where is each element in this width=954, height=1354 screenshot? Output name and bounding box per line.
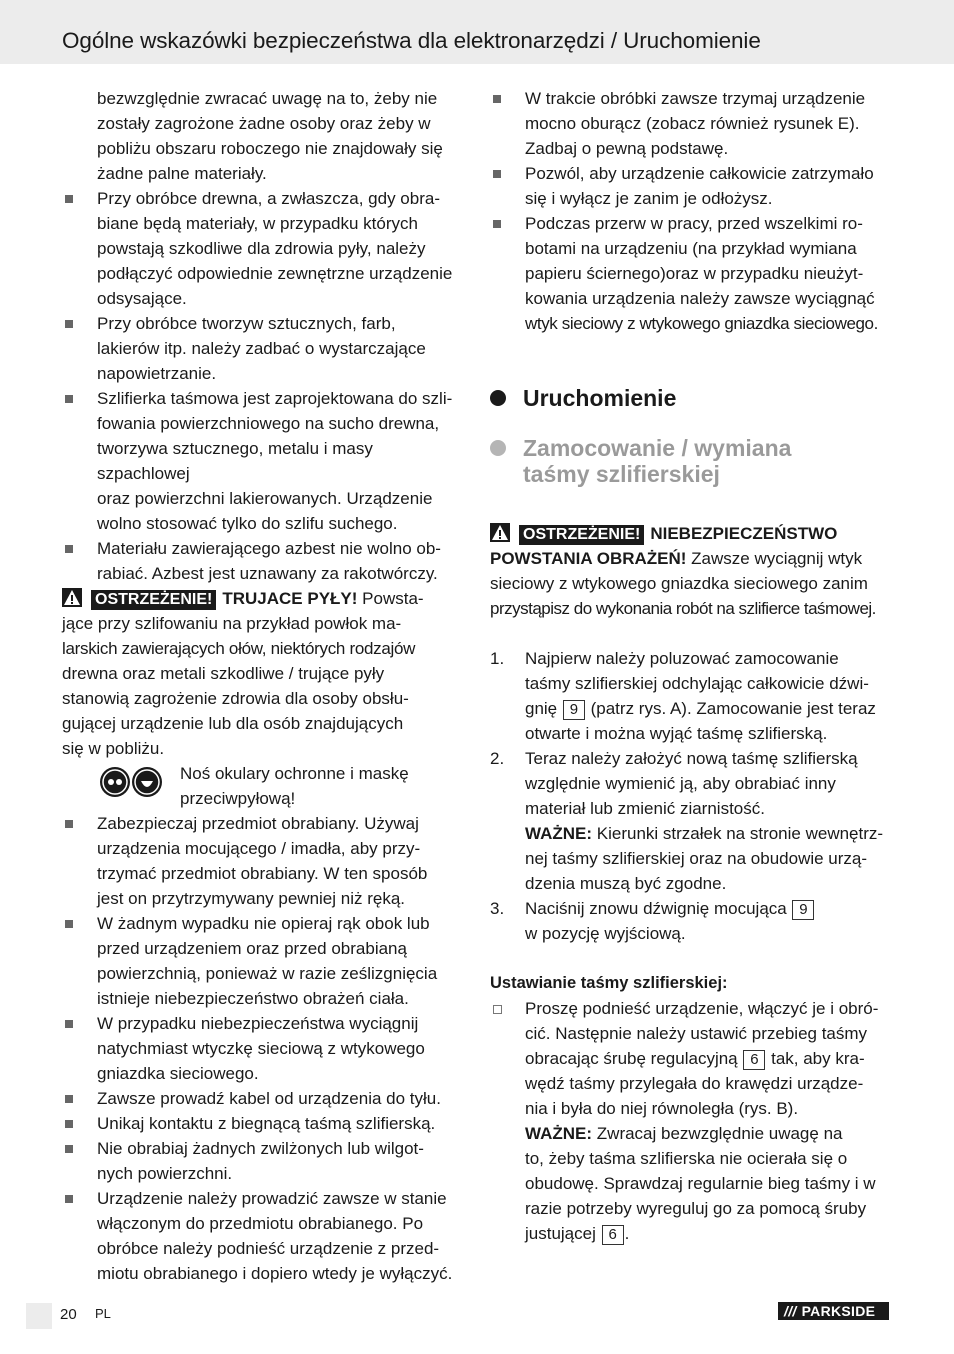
warning-triangle-icon (490, 523, 510, 542)
important-label: WAŻNE: (525, 824, 593, 843)
text-line: sieciowy z wtykowego gniazdka sieciowego zanim (490, 574, 868, 593)
text-line: jące przy szlifowaniu na przykład powłok ma- (62, 614, 402, 633)
brand-name: PARKSIDE (801, 1303, 876, 1319)
text-line: kowania urządzenia należy zawsze wyciągnąć (525, 289, 875, 308)
text-line: trzymać przedmiot obrabiany. W ten sposób (97, 864, 428, 883)
ppe-notice (62, 761, 464, 811)
text-line: nia i była do niej równoległa (rys. B). (525, 1099, 799, 1118)
dust-warning (62, 586, 464, 761)
text-line: (patrz rys. A). Zamocowanie jest teraz (590, 699, 876, 718)
text-line: Unikaj kontaktu z biegnącą taśmą szlifierską. (97, 1114, 436, 1133)
list-item (490, 896, 890, 946)
text-line: taśmy szlifierskiej odchylając całkowicie dźwi- (525, 674, 869, 693)
part-reference: 6 (602, 1225, 624, 1245)
text-line: wolno stosować tylko do szlifu suchego. (97, 514, 398, 533)
steps-list (490, 646, 890, 946)
warning-heading: TRUJACE PYŁY! (222, 589, 358, 608)
step-number: 3. (490, 899, 505, 918)
page-header (0, 0, 954, 64)
language-code: PL (95, 1306, 111, 1321)
bullet-square-icon (65, 1020, 73, 1028)
text-line: zostały zagrożone żadne osoby oraz żeby w (97, 114, 431, 133)
text-line: gniazdka sieciowego. (97, 1064, 259, 1083)
text-line: Proszę podnieść urządzenie, włączyć je i obró- (525, 999, 879, 1018)
injury-warning (490, 521, 890, 621)
important-label: WAŻNE: (525, 1124, 593, 1143)
section-heading-startup (490, 385, 890, 411)
text-line: natychmiast wtyczkę sieciową z wtykowego (97, 1039, 425, 1058)
text-line: Nie obrabiaj żadnych zwilżonych lub wilgot- (97, 1139, 424, 1158)
text-line: Zawsze wyciągnij wtyk (691, 549, 863, 568)
text-line: powierzchnią, ponieważ w razie ześlizgnięcia (97, 964, 438, 983)
bullet-square-icon (493, 220, 501, 228)
text-line: gującej urządzenie lub dla osób znajdujących (62, 714, 404, 733)
text-line: odsysające. (97, 289, 187, 308)
list-item (490, 161, 890, 211)
heading-text: taśmy szlifierskiej (523, 461, 720, 487)
bullet-square-icon (65, 545, 73, 553)
list-item (62, 186, 464, 311)
text-line: otwarte i można wyjąć taśmę szlifierską. (525, 724, 828, 743)
list-item (490, 86, 890, 161)
bullet-square-icon (65, 1095, 73, 1103)
text-line: W przypadku niebezpieczeństwa wyciągnij (97, 1014, 419, 1033)
bullet-square-icon (65, 820, 73, 828)
list-item (490, 646, 890, 746)
brand-logo (778, 1302, 889, 1320)
page-number-box (26, 1303, 52, 1329)
list-item (62, 386, 464, 536)
text-line: powstają szkodliwe dla zdrowia pyły, należy (97, 239, 426, 258)
text-line: Przy obróbce tworzyw sztucznych, farb, (97, 314, 396, 333)
step-number: 1. (490, 649, 505, 668)
text-line: razie potrzeby wyreguluj go za pomocą śruby (525, 1199, 867, 1218)
text-line: stanowią zagrożenie zdrowia dla osoby obsłu- (62, 689, 409, 708)
text-line: biane będą materiały, w przypadku których (97, 214, 418, 233)
text-line: rabiać. Azbest jest uznawany za rakotwórczy. (97, 564, 438, 583)
list-item (62, 1186, 464, 1286)
text-line: żadne palne materiały. (97, 164, 267, 183)
bullet-square-icon (65, 1195, 73, 1203)
text-line: obróbce należy podnieść urządzenie z przed- (97, 1239, 440, 1258)
bullet-square-icon (65, 395, 73, 403)
text-line: przeciwpyłową! (180, 789, 296, 808)
text-line: przed urządzeniem oraz przed obrabianą (97, 939, 407, 958)
text-line: drewna oraz metali szkodliwe / trujące pyły (62, 664, 385, 683)
text-line: się i wyłącz je zanim je odłożysz. (525, 189, 773, 208)
text-line: . (624, 1224, 630, 1243)
ppe-icons (100, 767, 162, 799)
list-item (62, 1086, 464, 1111)
text-line: bezwzględnie zwracać uwagę na to, żeby nie (97, 89, 438, 108)
list-item (62, 1111, 464, 1136)
list-item (490, 211, 890, 336)
heading-bullet-icon (490, 390, 506, 406)
warning-heading: POWSTANIA OBRAŻEŃ! (490, 549, 687, 568)
text-line: urządzenia mocującego / imadła, aby przy- (97, 839, 421, 858)
step-number: 2. (490, 749, 505, 768)
bullet-square-icon (65, 1120, 73, 1128)
text-line: obudowę. Sprawdzaj regularnie bieg taśmy i w (525, 1174, 876, 1193)
text-line: Zadbaj o pewną podstawę. (525, 139, 729, 158)
text-line: obracając śrubę regulacyjną (525, 1049, 738, 1068)
text-line: dzenia muszą być zgodne. (525, 874, 727, 893)
text-line: materiał lub zmienić ziarnistość. (525, 799, 765, 818)
text-line: tworzywa sztucznego, metalu i masy szpachlowej (97, 439, 373, 483)
text-line: Zwracaj bezwzględnie uwagę na (596, 1124, 843, 1143)
text-line: Zabezpieczaj przedmiot obrabiany. Używaj (97, 814, 419, 833)
list-item (490, 746, 890, 896)
warning-heading: NIEBEZPIECZEŃSTWO (650, 524, 838, 543)
page-number: 20 (60, 1306, 77, 1323)
text-line: Kierunki strzałek na stronie wewnętrz- (596, 824, 884, 843)
text-line: mocno oburącz (zobacz również rysunek E). (525, 114, 860, 133)
heading-text: Uruchomienie (523, 385, 677, 411)
list-item (62, 911, 464, 1011)
text-line: włączonym do przedmiotu obrabianego. Po (97, 1214, 424, 1233)
brand-mark-icon: /// (784, 1303, 797, 1319)
text-line: cić. Następnie należy ustawić przebieg taśmy (525, 1024, 868, 1043)
list-item (62, 1011, 464, 1086)
text-line: tak, aby kra- (771, 1049, 865, 1068)
text-line: Urządzenie należy prowadzić zawsze w stanie (97, 1189, 447, 1208)
bullet-square-icon (65, 1145, 73, 1153)
text-line: w pozycję wyjściową. (525, 924, 686, 943)
text-line: papieru ściernego)oraz w przypadku nieużyt- (525, 264, 864, 283)
text-line: Podczas przerw w pracy, przed wszelkimi ro- (525, 214, 863, 233)
text-line: pobliżu obszaru roboczego nie znajdowały się (97, 139, 443, 158)
bullet-square-icon (65, 195, 73, 203)
text-line: fowania powierzchniowego na sucho drewna, (97, 414, 440, 433)
text-line: W trakcie obróbki zawsze trzymaj urządzenie (525, 89, 866, 108)
warning-label: OSTRZEŻENIE! (519, 525, 644, 545)
text-line: podłączyć odpowiednie zewnętrzne urządzenie (97, 264, 453, 283)
dust-mask-icon (132, 767, 162, 797)
part-reference: 9 (563, 700, 585, 720)
list-item (62, 536, 464, 586)
section-heading-belt (490, 435, 890, 487)
text-line: względnie wymienić ją, aby obrabiać inny (525, 774, 836, 793)
text-line: napowietrzanie. (97, 364, 217, 383)
part-reference: 6 (743, 1050, 765, 1070)
text-line: Najpierw należy poluzować zamocowanie (525, 649, 839, 668)
text-line: miotu obrabianego i dopiero wtedy je wyłączyć. (97, 1264, 453, 1283)
text-line: się w pobliżu. (62, 739, 165, 758)
text-line: botami na urządzeniu (na przykład wymiana (525, 239, 857, 258)
safety-goggles-icon (100, 767, 130, 797)
text-line: Naciśnij znowu dźwignię mocująca (525, 899, 787, 918)
text-line: lakierów itp. należy zadbać o wystarczające (97, 339, 426, 358)
bullet-square-icon (65, 320, 73, 328)
list-item (62, 1136, 464, 1186)
warning-triangle-icon (62, 588, 82, 607)
heading-bullet-icon (490, 440, 506, 456)
bullet-square-icon (65, 920, 73, 928)
text-line: wędź taśmy przylegała do krawędzi urządze- (525, 1074, 864, 1093)
text-line: przystąpisz do wykonania robót na szlifierce taśmowej. (490, 599, 876, 618)
list-item (62, 86, 464, 186)
part-reference: 9 (792, 900, 814, 920)
subheading: Ustawianie taśmy szlifierskiej: (490, 974, 728, 992)
text-line: Teraz należy założyć nową taśmę szlifierską (525, 749, 858, 768)
text-line: justującej (525, 1224, 596, 1243)
text-line: Materiału zawierającego azbest nie wolno ob- (97, 539, 441, 558)
bullet-square-icon (493, 170, 501, 178)
page-title: Ogólne wskazówki bezpieczeństwa dla elektronarzędzi / Uruchomienie (62, 28, 761, 53)
bullet-square-icon (493, 95, 501, 103)
text-line: Powsta- (362, 589, 424, 608)
text-line: Zawsze prowadź kabel od urządzenia do tyłu. (97, 1089, 441, 1108)
list-item (62, 311, 464, 386)
text-line: wtyk sieciowy z wtykowego gniazdka sieciowego. (525, 314, 878, 333)
right-column (490, 86, 890, 1246)
text-line: istnieje niebezpieczeństwo obrażeń ciała. (97, 989, 409, 1008)
text-line: Pozwól, aby urządzenie całkowicie zatrzymało (525, 164, 874, 183)
heading-text: Zamocowanie / wymiana (523, 435, 792, 461)
text-line: jest on przytrzymywany pewniej niż ręką. (97, 889, 406, 908)
text-line: to, żeby taśma szlifierska nie ocierała się o (525, 1149, 848, 1168)
text-line: W żadnym wypadku nie opieraj rąk obok lub (97, 914, 430, 933)
left-column (62, 86, 464, 1286)
list-item (62, 811, 464, 911)
bullet-hollow-square-icon (493, 1005, 502, 1014)
text-line: Przy obróbce drewna, a zwłaszcza, gdy obra- (97, 189, 440, 208)
warning-label: OSTRZEŻENIE! (91, 590, 216, 610)
text-line: Noś okulary ochronne i maskę (180, 764, 409, 783)
list-item (490, 996, 890, 1246)
text-line: nej taśmy szlifierskiej oraz na obudowie urzą- (525, 849, 868, 868)
text-line: nych powierzchni. (97, 1164, 233, 1183)
text-line: gnię (525, 699, 558, 718)
text-line: oraz powierzchni lakierowanych. Urządzenie (97, 489, 433, 508)
text-line: Szlifierka taśmowa jest zaprojektowana do szli- (97, 389, 453, 408)
text-line: larskich zawierających ołów, niektórych rodzajów (62, 639, 416, 658)
